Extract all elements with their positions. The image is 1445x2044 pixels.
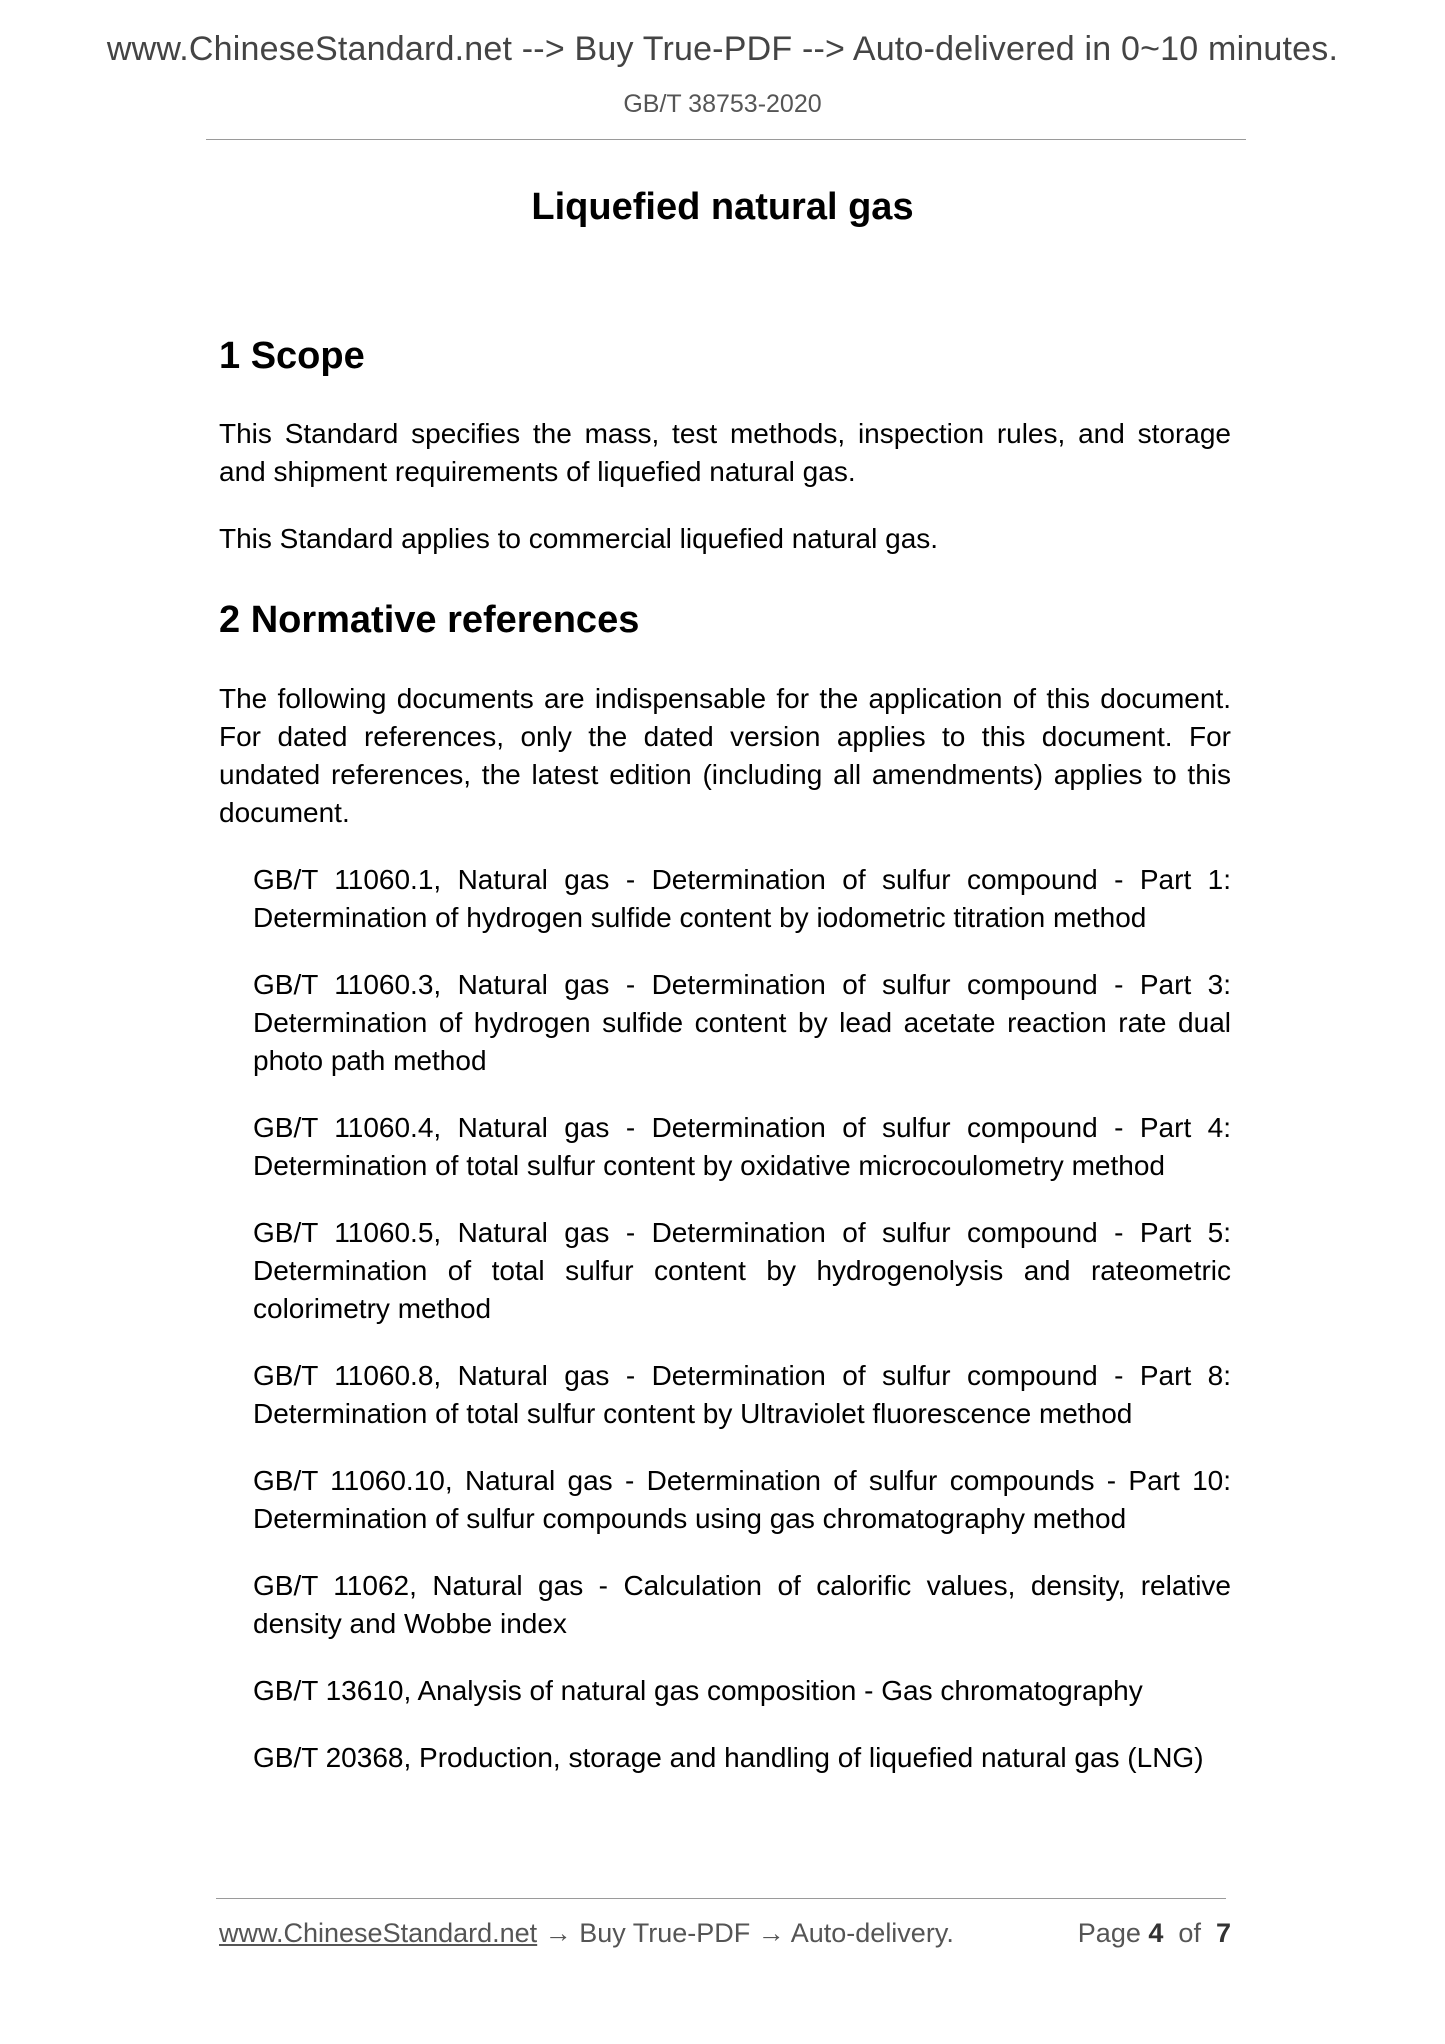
reference-item: GB/T 13610, Analysis of natural gas composition - Gas chromatography [253, 1675, 1143, 1706]
page-indicator [1078, 1918, 1231, 1949]
footer-promo [219, 1918, 954, 1949]
reference-item: GB/T 11060.4, Natural gas - Determination of sulfur compound - Part 4: Determination of total sulfur content by oxidative microcoulometry method [253, 1112, 1231, 1181]
scope-paragraph: This Standard specifies the mass, test methods, inspection rules, and storage and shipment requirements of liquefied natural gas. [219, 418, 1231, 487]
site-banner: www.ChineseStandard.net --> Buy True-PDF --> Auto-delivered in 0~10 minutes. [106, 30, 1339, 68]
reference-item: GB/T 20368, Production, storage and handling of liquefied natural gas (LNG) [253, 1742, 1204, 1773]
footer-tagline: → Buy True-PDF → Auto-delivery. [537, 1918, 954, 1948]
reference-item: GB/T 11060.5, Natural gas - Determination of sulfur compound - Part 5: Determination of total sulfur content by hydrogenolysis and rateometric colorimetry method [253, 1217, 1231, 1324]
document-title: Liquefied natural gas [531, 186, 914, 228]
section-heading-scope: 1 Scope [219, 335, 365, 377]
reference-item: GB/T 11060.8, Natural gas - Determination of sulfur compound - Part 8: Determination of total sulfur content by Ultraviolet fluorescence method [253, 1360, 1231, 1429]
footer-site-link[interactable]: www.ChineseStandard.net [219, 1918, 538, 1948]
document-body [219, 332, 1231, 1806]
scope-paragraph: This Standard applies to commercial liquefied natural gas. [219, 523, 939, 554]
section-heading-normative-references: 2 Normative references [219, 599, 640, 641]
standard-code: GB/T 38753-2020 [623, 90, 822, 118]
page-total: 7 [1215, 1918, 1231, 1948]
footer-divider [216, 1898, 1226, 1899]
normative-intro-paragraph: The following documents are indispensable for the application of this document. For dated references, only the dated version applies to this document. For undated references, the latest edition (including all amendments) applies to this document. [219, 683, 1231, 828]
page-label: Page [1077, 1918, 1141, 1948]
page-of: of [1178, 1918, 1201, 1948]
header-divider [206, 139, 1246, 140]
page-current: 4 [1148, 1918, 1164, 1948]
reference-item: GB/T 11060.1, Natural gas - Determination of sulfur compound - Part 1: Determination of hydrogen sulfide content by iodometric titration method [253, 864, 1231, 933]
reference-item: GB/T 11060.3, Natural gas - Determination of sulfur compound - Part 3: Determination of hydrogen sulfide content by lead acetate reaction rate dual photo path method [253, 969, 1231, 1076]
reference-item: GB/T 11062, Natural gas - Calculation of calorific values, density, relative density and Wobbe index [253, 1570, 1231, 1639]
reference-item: GB/T 11060.10, Natural gas - Determination of sulfur compounds - Part 10: Determination of sulfur compounds using gas chromatography method [253, 1465, 1231, 1534]
